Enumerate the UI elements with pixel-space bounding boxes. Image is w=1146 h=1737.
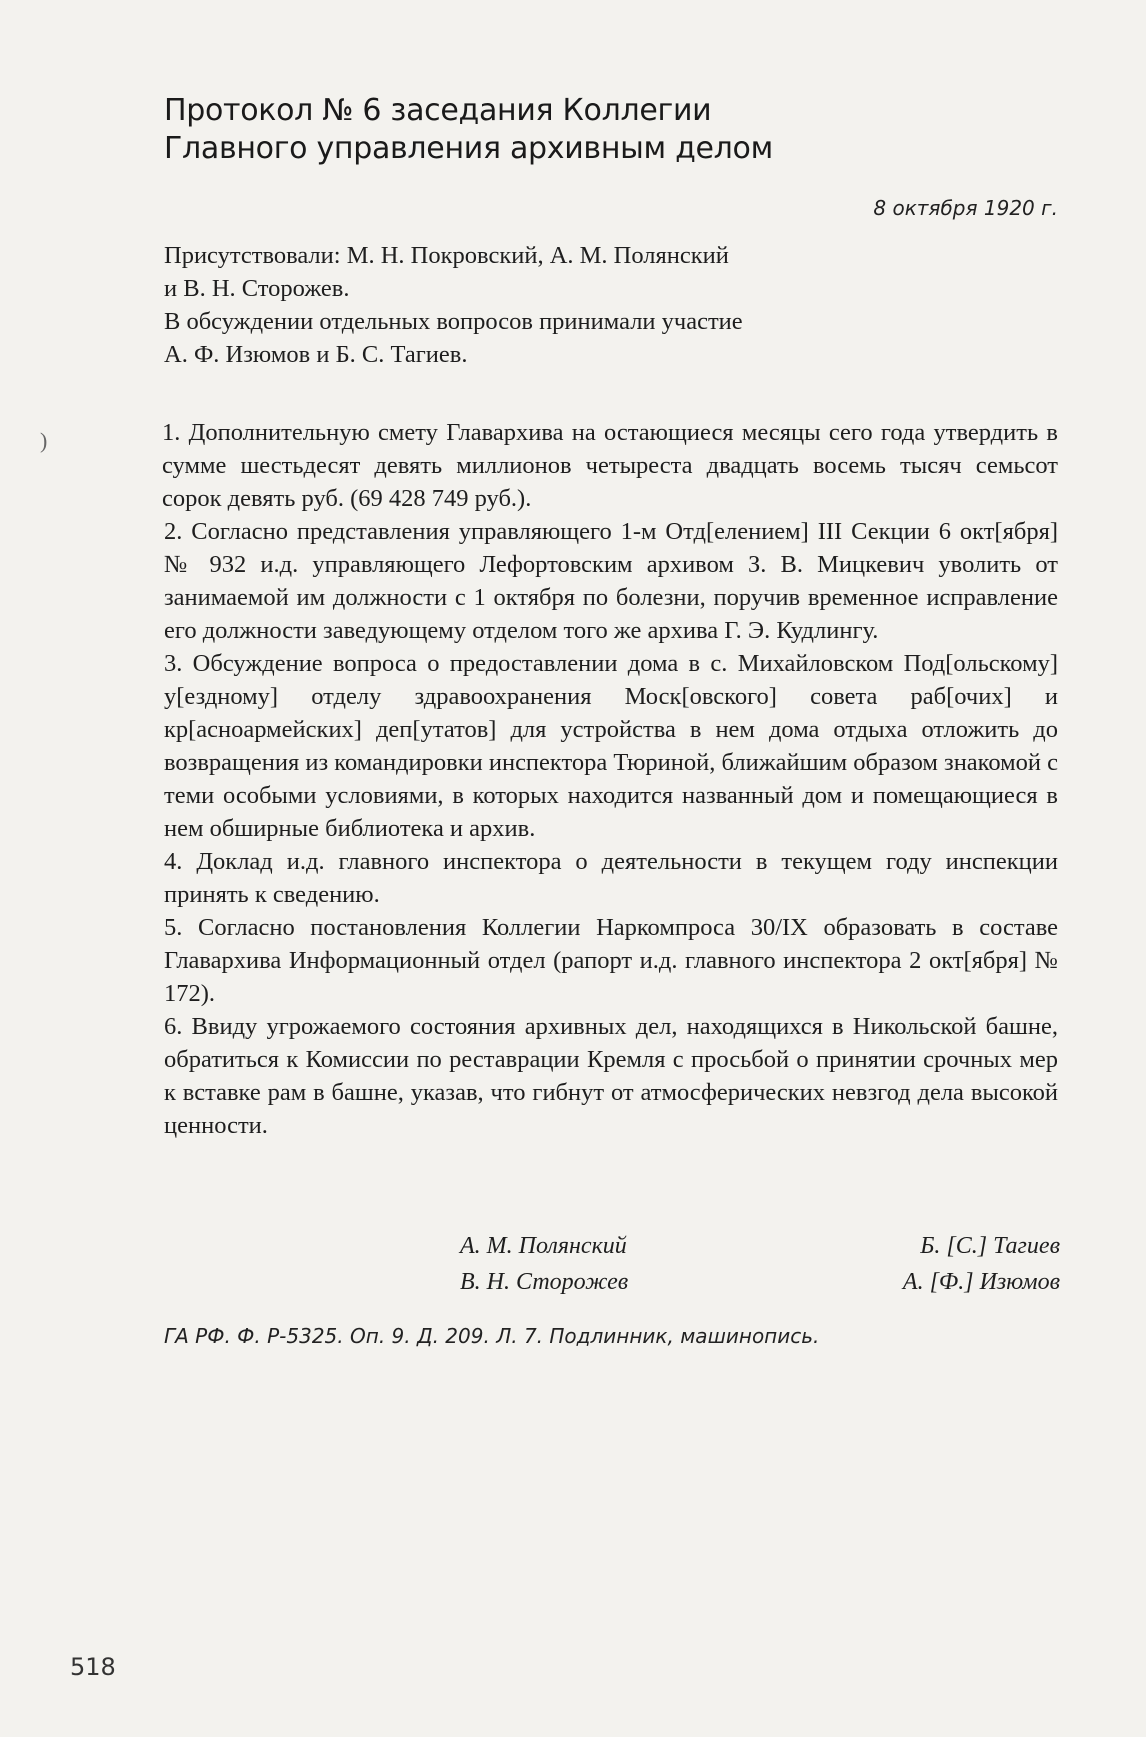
signatures — [460, 1228, 1060, 1300]
attendance-line: Присутствовали: М. Н. Покровский, А. М. Полянский — [164, 242, 729, 269]
signature-right: А. [Ф.] Изюмов — [902, 1269, 1060, 1295]
signature-left: А. М. Полянский — [460, 1233, 627, 1259]
resolution-items — [164, 416, 1058, 1142]
signature-row — [460, 1228, 1060, 1264]
title-line-1: Протокол № 6 заседания Коллегии — [164, 93, 712, 128]
attendance-line: и В. Н. Сторожев. — [164, 275, 350, 302]
margin-mark: ) — [40, 428, 48, 453]
attendance-line: В обсуждении отдельных вопросов принимали участие — [164, 308, 743, 335]
resolution-item-4: 4. Доклад и.д. главного инспектора о деятельности в текущем году инспекции принять к сведению. — [164, 848, 1058, 908]
signature-row — [460, 1264, 1060, 1300]
resolution-item-3: 3. Обсуждение вопроса о предоставлении дома в с. Михайловском Под[ольскому] у[ездному] отделу здравоохранения Моск[овского] совета раб[очих] и кр[асноармейских] деп[утатов] для устройства в нем дома отдыха отложить до возвращения из командировки инспектора Тюриной, ближайшим образом знакомой с теми особыми условиями, в которых находится названный дом и помещающиеся в нем обширные библиотека и архив. — [164, 650, 1058, 842]
document-date: 8 октября 1920 г. — [873, 196, 1058, 220]
attendance-block — [164, 239, 864, 371]
title-line-2: Главного управления архивным делом — [164, 131, 773, 166]
resolution-item-5: 5. Согласно постановления Коллегии Наркомпроса 30/IX образовать в составе Главархива Информационный отдел (рапорт и.д. главного инспектора 2 окт[ября] № 172). — [164, 914, 1058, 1007]
resolution-item-1: 1. Дополнительную смету Главархива на остающиеся месяцы сего года утвердить в сумме шестьдесят девять миллионов четыреста двадцать восемь тысяч семьсот сорок девять руб. (69 428 749 руб.). — [162, 419, 1058, 512]
resolution-item-2: 2. Согласно представления управляющего 1-м Отд[елением] III Секции 6 окт[ября] № 932 и.д. управляющего Лефортовским архивом З. В. Мицкевич уволить от занимаемой им должности с 1 октября по болезни, поручив временное исправление его должности заведующему отделом того же архива Г. Э. Кудлингу. — [164, 518, 1058, 644]
page-title — [164, 92, 773, 168]
signature-right: Б. [С.] Тагиев — [920, 1233, 1060, 1259]
signature-left: В. Н. Сторожев — [460, 1269, 629, 1295]
page-number: 518 — [70, 1653, 116, 1681]
archival-source: ГА РФ. Ф. Р-5325. Оп. 9. Д. 209. Л. 7. Подлинник, машинопись. — [164, 1324, 820, 1348]
attendance-line: А. Ф. Изюмов и Б. С. Тагиев. — [164, 341, 468, 368]
resolution-item-6: 6. Ввиду угрожаемого состояния архивных дел, находящихся в Никольской башне, обратиться к Комиссии по реставрации Кремля с просьбой о принятии срочных мер к вставке рам в башне, указав, что гибнут от атмосферических невзгод дела высокой ценности. — [164, 1013, 1058, 1139]
